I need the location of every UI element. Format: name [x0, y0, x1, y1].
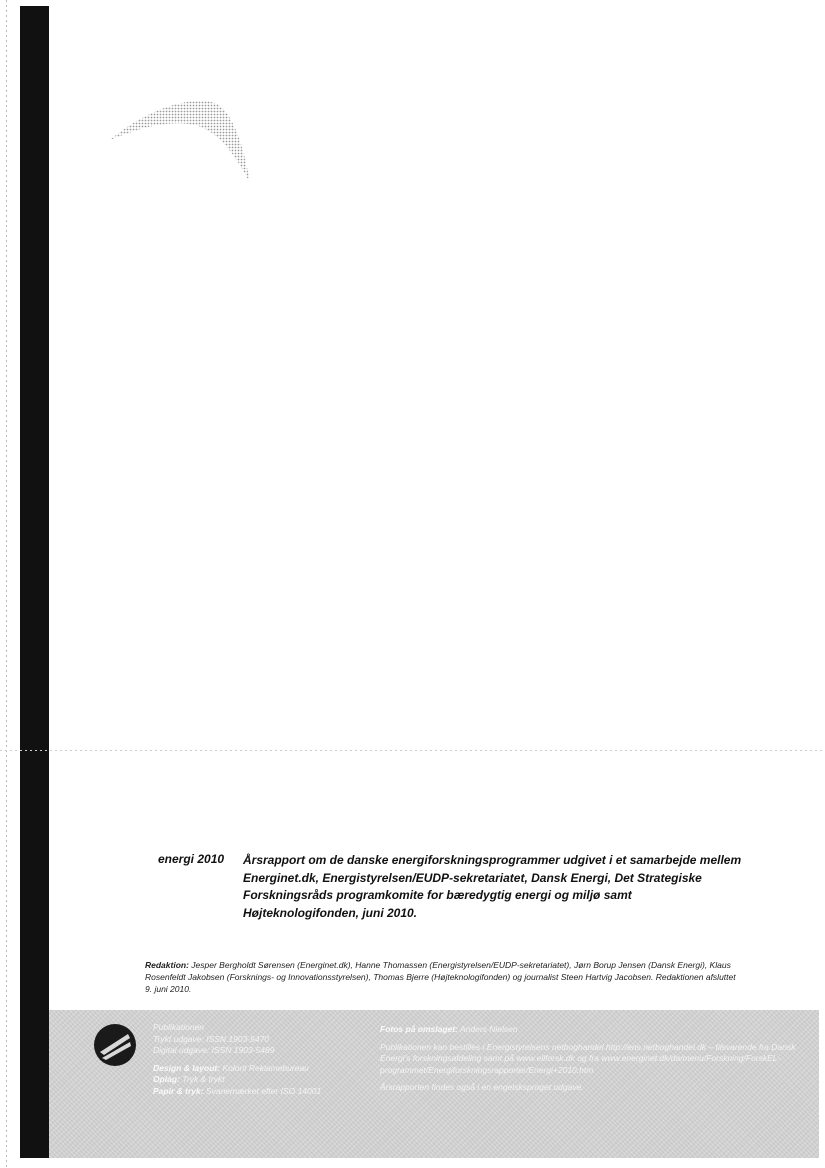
- footer-paper-label: Papir & tryk:: [153, 1085, 204, 1096]
- footer-heading: Publikationen: [153, 1022, 205, 1032]
- editorial-label: Redaktion:: [145, 960, 189, 970]
- swoosh-logo-fragment: [105, 95, 255, 185]
- footer-design-label: Design & layout:: [153, 1062, 221, 1073]
- left-edge-scan-line: [6, 0, 7, 1168]
- footer-digital-issn: Digital udgave: ISSN 1903-5489: [153, 1045, 275, 1055]
- footer-print-value: Tryk & trykt: [182, 1074, 225, 1084]
- swan-ecolabel-icon: [92, 1022, 138, 1068]
- editorial-credits: [145, 959, 745, 995]
- footer-publication-info: [153, 1022, 353, 1097]
- footer-print-label: Oplag:: [153, 1074, 180, 1084]
- left-black-bar: [20, 6, 49, 1158]
- footer-paper-value: Svanemærket efter ISO 14001: [205, 1085, 322, 1096]
- footer-distribution-info: [380, 1024, 800, 1094]
- footer-photo-label: Fotos på omslaget:: [380, 1024, 458, 1034]
- footer-design-value: Kolorit Reklamebureau: [222, 1062, 309, 1073]
- publication-label: energi 2010: [158, 852, 225, 866]
- footer-print-issn: Trykt udgave: ISSN 1903-5470: [153, 1033, 270, 1044]
- footer-language-note: Årsrapporten findes også i en engelsksproget udgave.: [380, 1082, 584, 1092]
- editorial-closing: Redaktionen afsluttet 9. juni 2010.: [145, 972, 736, 994]
- footer-photo-value: Anders Nielsen: [459, 1024, 518, 1034]
- editorial-names: Jesper Bergholdt Sørensen (Energinet.dk), Hanne Thomassen (Energistyrelsen/EUDP-sekretariatet), Jørn Borup Jensen (Dansk Energi), Klaus Rosenfeldt Jakobsen (Forsknings- og Innovationsstyrelsen), Thomas Bjerre (Højteknologifonden) og journalist Steen Hartvig Jacobsen.: [145, 960, 731, 982]
- publication-description: Årsrapport om de danske energiforskningsprogrammer udgivet i et samarbejde mellem Energinet.dk, Energistyrelsen/EUDP-sekretariatet, Dansk Energi, Det Strategiske Forskningsråds programkomite for bæredygtig energi og miljø samt Højteknologifonden, juni 2010.: [243, 853, 742, 920]
- footer-availability: Publikationen kan bestilles i Energistyrelsens netboghandel http://ens.netboghandel.dk – tilsvarende fra Dansk Energi's forskningsafdeling samt på www.ellforsk.dk og fra www.energinet.dk/da/menu/Forskning/ForskEL-programmet/Energiforskningsrapporter/Energi+2010.htm: [380, 1041, 796, 1075]
- fold-dotted-rule: [0, 750, 825, 751]
